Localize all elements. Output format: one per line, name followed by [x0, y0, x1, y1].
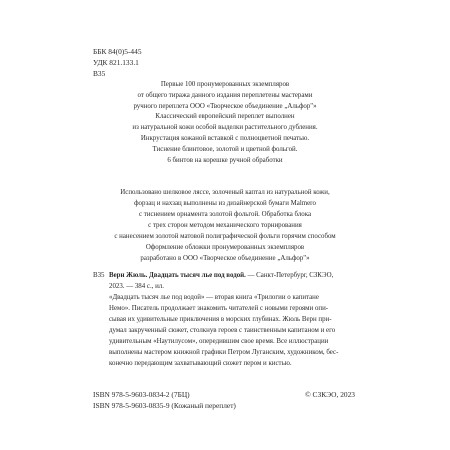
entry-author-mark: В35 — [93, 272, 105, 279]
bibliographic-entry — [93, 270, 355, 369]
annotation-line: удивительным «Наутилусом», опередившим свое время. Все иллюстрации — [109, 338, 329, 345]
entry-imprint-line: 2023. — 384 с., ил. — [109, 283, 164, 290]
binding-description — [60, 111, 390, 166]
annotation-line: Немо». Писатель продолжает знакомить читателей с новыми героями опи- — [109, 305, 329, 312]
copyright-notice: © СЗКЭО, 2023 — [305, 390, 355, 399]
text-line: Первые 100 пронумерованных экземпляров — [160, 81, 290, 88]
text-line: с трех сторон методом механического торнирования — [148, 222, 302, 229]
annotation-line: выполнены мастером книжной графики Петром Луганским, художником, бес- — [109, 349, 339, 356]
author-mark: В35 — [93, 69, 106, 78]
limited-edition-note — [60, 79, 390, 112]
text-line: Инкрустация кожаной вставкой с полноцветной печатью. — [140, 135, 310, 142]
text-line: Оформление обложки пронумерованных экземпляров — [145, 244, 305, 251]
text-line: Классический европейский переплет выполнен — [155, 113, 295, 120]
bbk-code: ББК 84(0)5-445 — [93, 47, 142, 56]
text-line: с нанесением золотой матовой полиграфической фольги горячим способом — [114, 233, 336, 240]
text-line: из натуральной кожи особой выделки растительного дубления. — [132, 124, 318, 131]
annotation-line: «Двадцать тысяч лье под водой» — вторая книга «Трилогии о капитане — [109, 294, 319, 301]
materials-description — [60, 187, 390, 264]
annotation-line: конечно передающим захватывающий сюжет пером и кистью. — [109, 360, 292, 367]
entry-title: Верн Жюль. Двадцать тысяч лье под водой. — [109, 272, 246, 279]
udk-code: УДК 821.133.1 — [93, 58, 139, 67]
text-line: с тиснением орнамента золотой фольгой. Обработка блока — [138, 211, 312, 218]
text-line: Использовано шелковое ляссе, золоченый каптал из натуральной кожи, — [120, 189, 330, 196]
text-line: Тиснение блинтовое, золотой и цветной фольгой. — [152, 146, 298, 153]
text-line: от общего тиража данного издания переплетены мастерами — [137, 92, 313, 99]
text-line: 6 бинтов на корешке ручной обработки — [167, 157, 283, 164]
isbn-block — [93, 389, 236, 411]
text-line: разработано в ООО «Творческое объединение „Альфор"» — [140, 255, 310, 262]
isbn-line: ISBN 978-5-9603-0834-2 (7БЦ) — [93, 390, 190, 399]
entry-imprint: — Санкт-Петербург, СЗКЭО, — [245, 272, 334, 279]
text-line: ручного переплета ООО «Творческое объединение „Альфор"» — [133, 103, 317, 110]
annotation-line: думал закрученный сюжет, столкнув героев с таинственным капитаном и его — [109, 327, 336, 334]
entry-title-line — [93, 270, 355, 281]
annotation-line: сывая их удивительные приключения в морских глубинах. Жюль Верн при- — [109, 316, 332, 323]
text-line: форзац и нахзац выполнены из дизайнерской бумаги Malmero — [134, 200, 316, 207]
isbn-line: ISBN 978-5-9603-0835-9 (Кожаный переплет) — [93, 401, 236, 410]
classification-codes — [93, 46, 142, 79]
